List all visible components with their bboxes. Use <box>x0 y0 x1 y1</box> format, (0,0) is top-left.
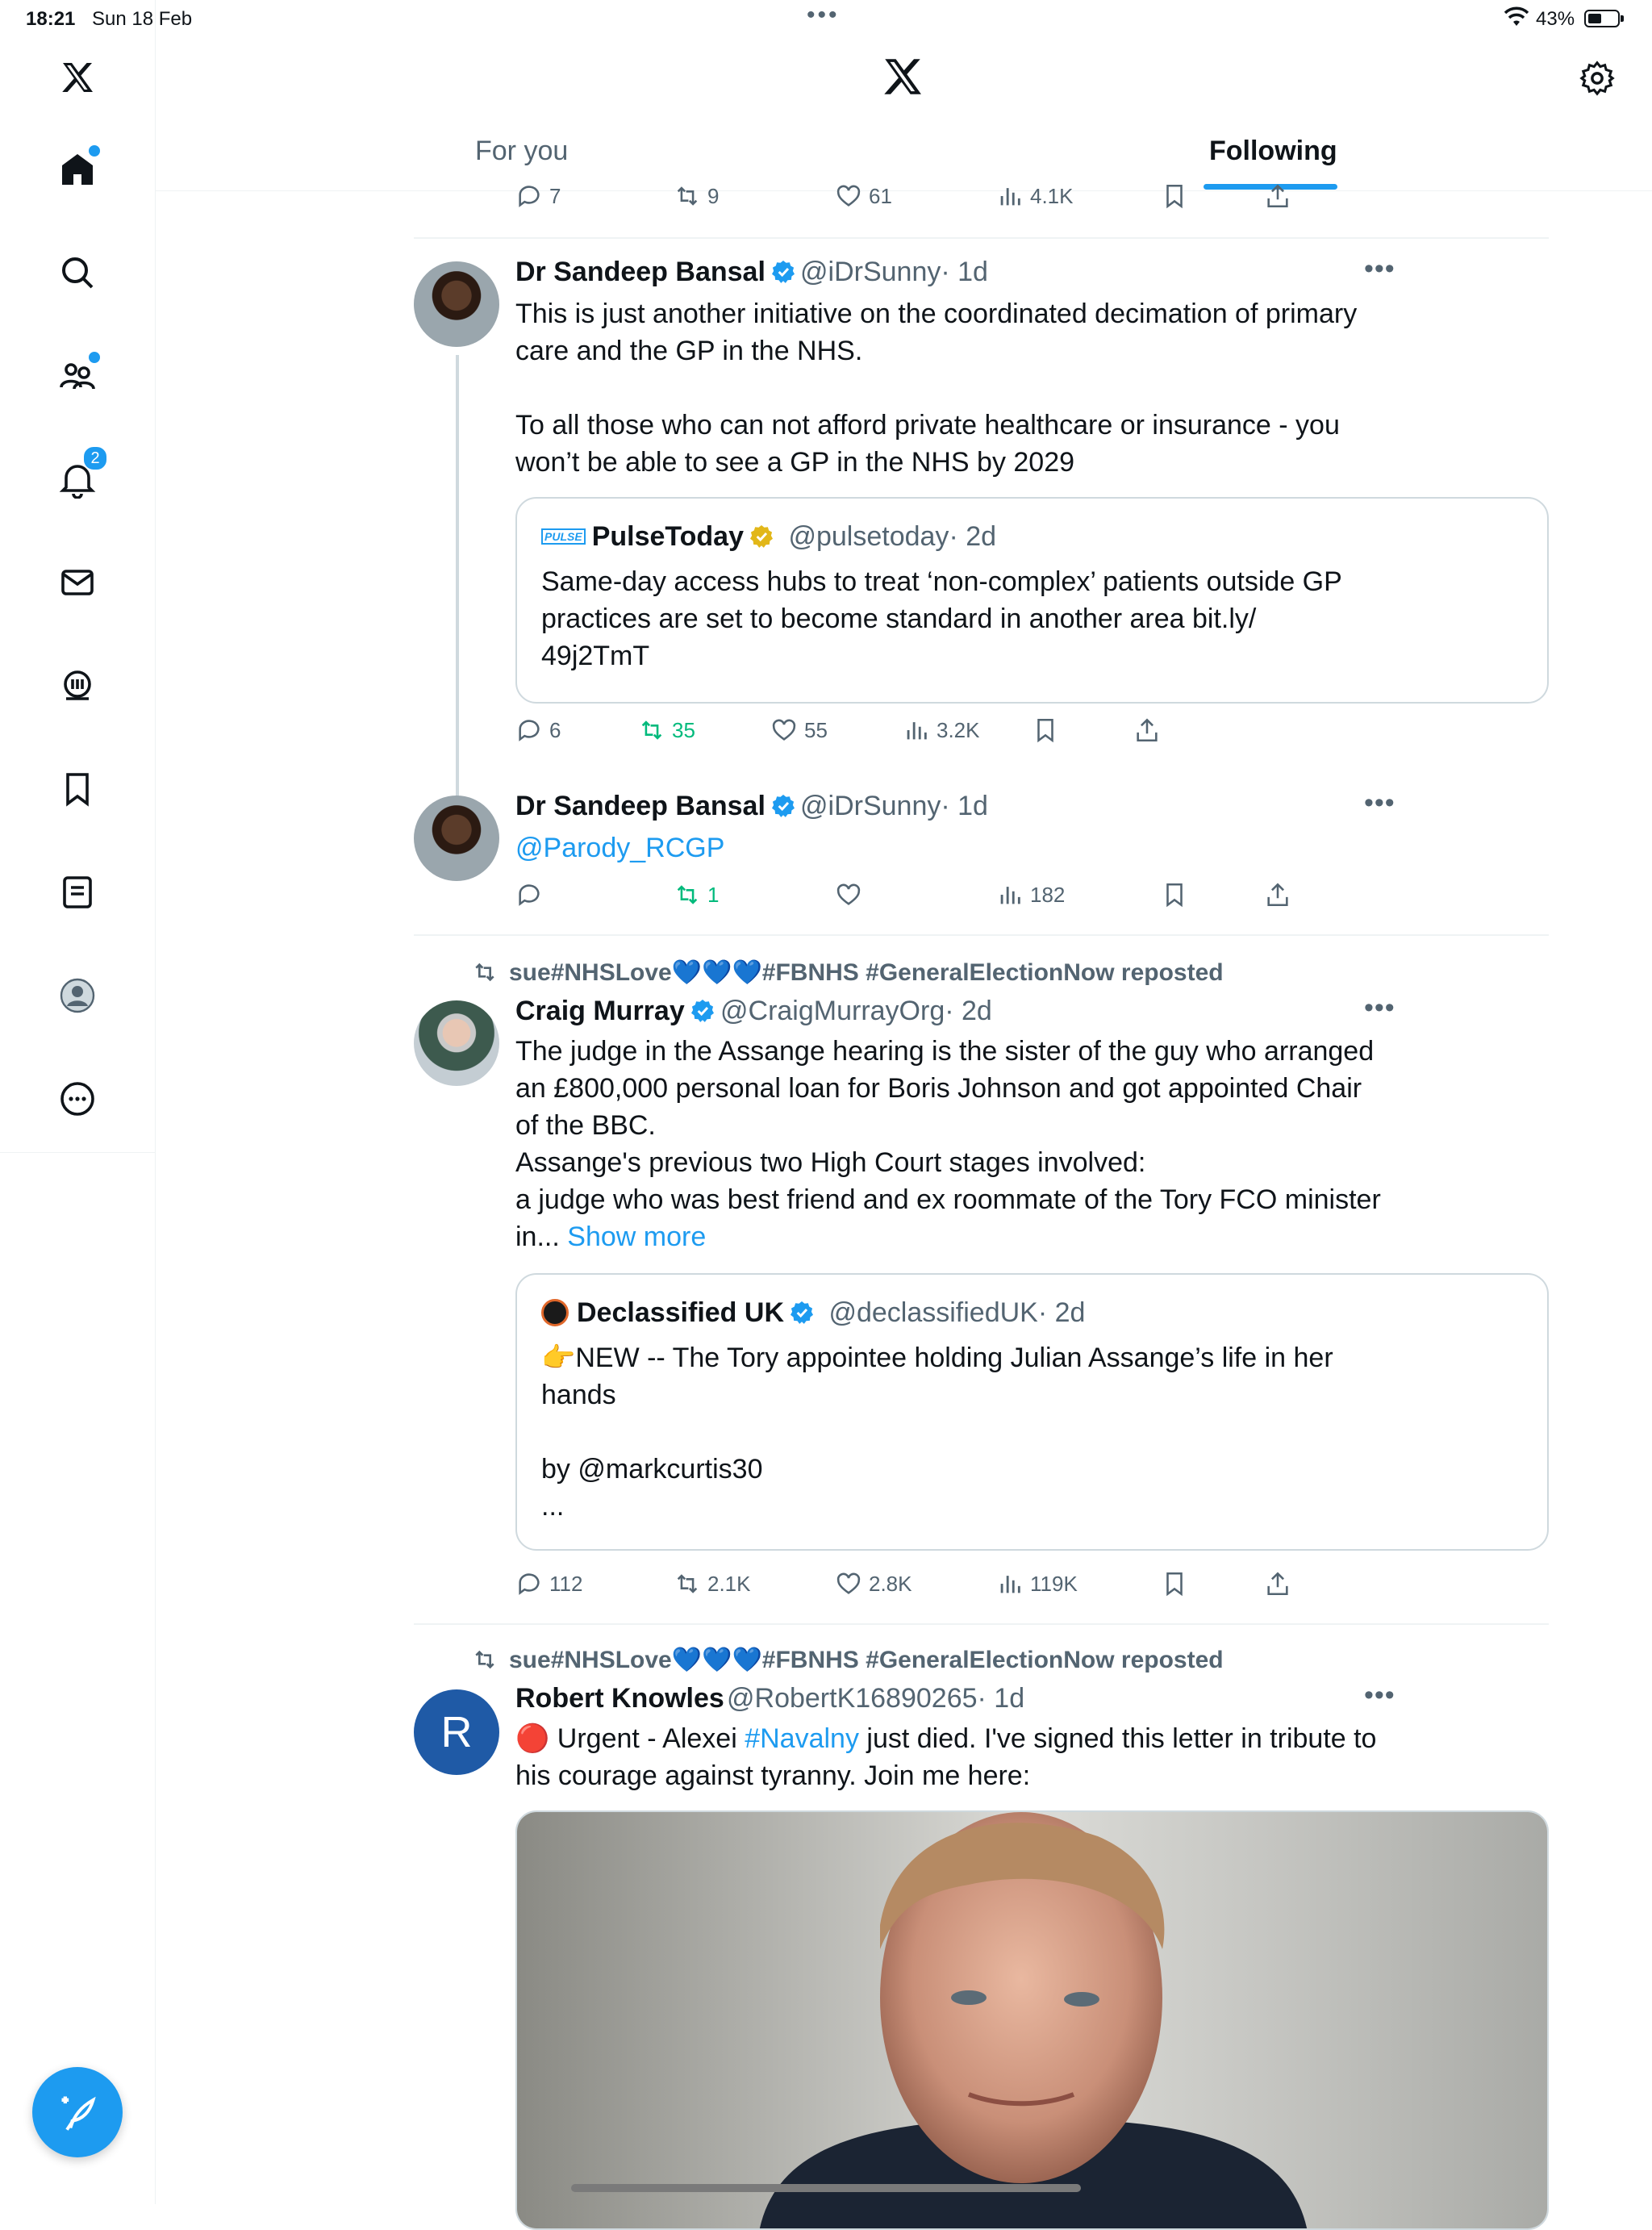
reply-button[interactable] <box>515 182 561 210</box>
declassified-logo-icon <box>541 1299 569 1326</box>
more-options-icon[interactable]: ••• <box>1364 787 1395 818</box>
bookmark-button[interactable] <box>1161 182 1195 210</box>
share-button[interactable] <box>1264 1570 1298 1597</box>
quoted-tweet-header: PULSE PulseToday @pulsetoday· 2d <box>541 521 996 553</box>
like-count: 55 <box>804 717 828 742</box>
battery-icon <box>1584 10 1620 27</box>
avatar[interactable]: R <box>414 1689 499 1775</box>
compose-post-button[interactable] <box>32 2067 123 2157</box>
more-options-icon[interactable]: ••• <box>1364 992 1395 1023</box>
sidebar <box>0 0 156 2204</box>
notifications-badge: 2 <box>82 445 108 471</box>
repost-context[interactable]: sue#NHSLove💙💙💙#FBNHS #GeneralElectionNow reposted <box>472 958 1224 987</box>
bookmarks-icon[interactable] <box>48 760 106 818</box>
repost-count: 2.1K <box>707 1571 751 1596</box>
tweet-author-handle[interactable]: @iDrSunny· 1d <box>800 791 988 821</box>
status-time: 18:21 <box>26 8 76 30</box>
repost-button[interactable] <box>674 182 719 210</box>
tweet-media-image[interactable] <box>515 1810 1549 2230</box>
mention-link[interactable]: @Parody_RCGP <box>515 833 725 863</box>
tweet-text: 🔴 Urgent - Alexei #Navalny just died. I've signed this letter in tribute to his courage against tyranny. Join me here: <box>515 1723 1377 1791</box>
like-button[interactable] <box>835 881 869 908</box>
like-button[interactable] <box>835 1570 912 1597</box>
x-logo-icon[interactable] <box>879 53 926 100</box>
views-count: 182 <box>1030 882 1066 907</box>
bookmark-button[interactable] <box>1161 881 1195 908</box>
reply-button[interactable] <box>515 1570 582 1597</box>
previous-tweet-actions <box>515 182 1564 215</box>
tweet-timestamp[interactable]: · 2d <box>945 996 992 1026</box>
share-button[interactable] <box>1264 881 1298 908</box>
feather-plus-icon <box>56 2091 98 2133</box>
quoted-tweet[interactable] <box>515 1273 1549 1551</box>
views-count: 3.2K <box>937 717 980 742</box>
grok-icon[interactable] <box>48 657 106 715</box>
profile-icon[interactable] <box>48 967 106 1025</box>
tweet-actions <box>515 881 1564 913</box>
more-options-icon[interactable]: ••• <box>1364 253 1395 284</box>
avatar[interactable] <box>414 261 499 347</box>
verified-badge-icon <box>690 998 715 1024</box>
multitasking-dots-icon[interactable]: ••• <box>807 2 840 28</box>
quoted-tweet-text: 👉NEW -- The Tory appointee holding Julian Assange’s life in her hands by @markcurtis30 ... <box>541 1343 1333 1522</box>
repost-icon <box>472 959 498 985</box>
quoted-tweet-header: Declassified UK @declassifiedUK· 2d <box>541 1297 1085 1329</box>
hashtag-link[interactable]: #Navalny <box>745 1723 859 1754</box>
avatar[interactable] <box>414 796 499 881</box>
tweet-actions <box>515 716 1564 749</box>
repost-context[interactable]: sue#NHSLove💙💙💙#FBNHS #GeneralElectionNow reposted <box>472 1646 1224 1674</box>
quoted-tweet-text: Same-day access hubs to treat ‘non-complex’ patients outside GP practices are set to become standard in another area bit.ly/ 49j2TmT <box>541 566 1342 671</box>
like-count: 2.8K <box>869 1571 912 1596</box>
reply-count: 112 <box>549 1571 583 1596</box>
views-button[interactable] <box>903 716 980 744</box>
bookmark-button[interactable] <box>1161 1570 1195 1597</box>
quoted-tweet[interactable] <box>515 497 1549 704</box>
tweet-author-name[interactable]: Dr Sandeep Bansal <box>515 257 796 288</box>
tweet-actions <box>515 1570 1564 1602</box>
repost-count: 9 <box>707 183 720 208</box>
status-bar <box>0 0 1652 37</box>
views-count: 119K <box>1030 1571 1078 1596</box>
repost-count: 35 <box>672 717 695 742</box>
tweet-author-name[interactable]: Craig Murray <box>515 996 715 1027</box>
lists-icon[interactable] <box>48 863 106 921</box>
reply-button[interactable] <box>515 716 561 744</box>
share-button[interactable] <box>1264 182 1298 210</box>
views-button[interactable] <box>996 881 1065 908</box>
verified-badge-icon <box>770 793 796 819</box>
verified-badge-icon <box>770 259 796 285</box>
settings-gear-icon[interactable] <box>1579 60 1616 97</box>
tweet-timestamp[interactable]: · 1d <box>941 257 988 287</box>
more-options-icon[interactable]: ••• <box>1364 1680 1395 1710</box>
tab-following[interactable]: Following <box>1209 136 1337 166</box>
like-count: 61 <box>869 183 892 208</box>
messages-icon[interactable] <box>48 553 106 612</box>
battery-percent: 43% <box>1536 8 1575 30</box>
views-button[interactable] <box>996 182 1074 210</box>
x-logo-icon[interactable] <box>48 48 106 106</box>
views-count: 4.1K <box>1030 183 1074 208</box>
tweet-timestamp[interactable]: · 1d <box>941 791 988 821</box>
reply-button[interactable] <box>515 881 549 908</box>
thread-connector-line <box>456 355 459 804</box>
bookmark-button[interactable] <box>1032 716 1066 744</box>
tweet-text: This is just another initiative on the coordinated decimation of primary care and the GP in the NHS. To all those who can not afford private healthcare or insurance - you won’t be able to see a GP in the NHS by 2029 <box>515 299 1358 478</box>
sidebar-divider <box>0 1152 155 1153</box>
home-icon[interactable] <box>48 140 106 198</box>
tweet-timestamp[interactable]: · 1d <box>977 1683 1025 1714</box>
show-more-link[interactable]: Show more <box>567 1221 707 1252</box>
communities-icon[interactable] <box>48 347 106 405</box>
like-button[interactable] <box>770 716 828 744</box>
tweet-author-name[interactable]: Dr Sandeep Bansal <box>515 791 796 822</box>
reply-count: 6 <box>549 717 561 742</box>
timeline-header <box>156 37 1652 191</box>
repost-icon <box>472 1647 498 1672</box>
wifi-icon <box>1504 5 1529 27</box>
tweet-author-name[interactable]: Robert Knowles <box>515 1683 724 1714</box>
more-icon[interactable] <box>48 1070 106 1128</box>
repost-button[interactable] <box>674 1570 751 1597</box>
timeline-feed <box>156 183 1652 2204</box>
home-indicator[interactable] <box>571 2184 1081 2192</box>
reply-count: 7 <box>549 183 561 208</box>
pulse-logo: PULSE <box>541 528 586 545</box>
tweet-author-handle[interactable]: @RobertK16890265· 1d <box>727 1683 1025 1714</box>
tweet-text: The judge in the Assange hearing is the sister of the guy who arranged an £800,000 personal loan for Boris Johnson and got appointed Chair of the BBC. Assange's previous two High Court stages involved: a judge who was best friend and ex roommate of the Tory FCO minister in... Show more <box>515 1036 1381 1252</box>
repost-count: 1 <box>707 882 720 907</box>
notifications-icon[interactable] <box>48 450 106 508</box>
status-date: Sun 18 Feb <box>92 8 193 30</box>
share-button[interactable] <box>1133 716 1167 744</box>
like-button[interactable] <box>835 182 892 210</box>
repost-button[interactable] <box>638 716 695 744</box>
tweet-author-handle[interactable]: @iDrSunny· 1d <box>800 257 988 287</box>
tab-for-you[interactable]: For you <box>475 136 569 166</box>
navalny-photo <box>517 1812 1549 2230</box>
repost-button[interactable] <box>674 881 719 908</box>
tweet-author-handle[interactable]: @CraigMurrayOrg· 2d <box>720 996 992 1026</box>
avatar[interactable] <box>414 1000 499 1086</box>
verified-badge-icon <box>789 1300 815 1326</box>
gold-verified-badge-icon <box>749 524 774 549</box>
views-button[interactable] <box>996 1570 1078 1597</box>
search-icon[interactable] <box>48 244 106 302</box>
